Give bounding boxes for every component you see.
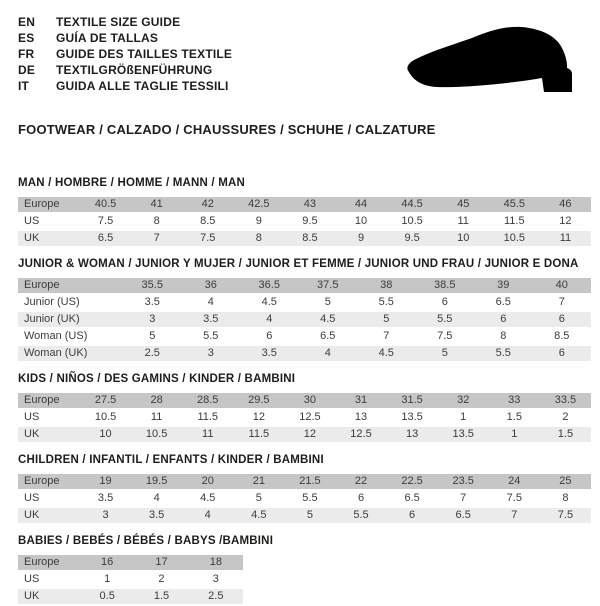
size-cell: 7 xyxy=(533,294,592,311)
size-cell: 4.5 xyxy=(299,311,358,328)
size-cell: 9.5 xyxy=(284,213,335,230)
size-cell: 11 xyxy=(540,230,591,247)
size-cell: 7 xyxy=(438,490,489,507)
row-label: US xyxy=(18,490,80,507)
size-cell: 9 xyxy=(233,213,284,230)
language-title: TEXTILGRÖßENFÜHRUNG xyxy=(56,63,213,77)
size-cell: 43 xyxy=(284,197,335,213)
size-cell: 5 xyxy=(357,311,416,328)
size-cell: 10 xyxy=(335,213,386,230)
size-cell: 1 xyxy=(489,426,540,443)
size-cell: 3 xyxy=(189,571,243,588)
size-cell: 2 xyxy=(134,571,188,588)
table-row xyxy=(18,197,591,213)
size-cell: 3.5 xyxy=(240,345,299,362)
size-cell: 10.5 xyxy=(80,409,131,426)
size-cell: 5.5 xyxy=(335,507,386,524)
size-cell: 40.5 xyxy=(80,197,131,213)
size-cell: 7.5 xyxy=(182,230,233,247)
size-cell: 10 xyxy=(80,426,131,443)
language-row xyxy=(18,62,232,78)
size-cell: 5.5 xyxy=(416,311,475,328)
size-cell: 3.5 xyxy=(182,311,241,328)
language-code: FR xyxy=(18,47,35,61)
size-cell: 6 xyxy=(533,345,592,362)
row-label: UK xyxy=(18,507,80,524)
size-cell: 17 xyxy=(134,555,188,571)
size-cell: 31.5 xyxy=(387,393,438,409)
size-cell: 6 xyxy=(335,490,386,507)
size-cell: 45 xyxy=(438,197,489,213)
row-label: Europe xyxy=(18,278,123,294)
size-cell: 31 xyxy=(335,393,386,409)
size-cell: 3 xyxy=(80,507,131,524)
size-cell: 12 xyxy=(233,409,284,426)
size-cell: 5.5 xyxy=(357,294,416,311)
size-cell: 12.5 xyxy=(335,426,386,443)
row-label: Europe xyxy=(18,555,80,571)
size-cell: 22.5 xyxy=(387,474,438,490)
language-code: EN xyxy=(18,15,36,29)
row-label: Junior (US) xyxy=(18,294,123,311)
language-code: DE xyxy=(18,63,36,77)
size-cell: 4.5 xyxy=(233,507,284,524)
section-babies xyxy=(18,535,591,606)
size-cell: 6 xyxy=(387,507,438,524)
size-cell: 7.5 xyxy=(489,490,540,507)
size-cell: 41 xyxy=(131,197,182,213)
section-title-man: MAN / HOMBRE / HOMME / MANN / MAN xyxy=(18,177,246,189)
table-row xyxy=(18,555,243,571)
size-cell: 5.5 xyxy=(182,328,241,345)
size-cell: 11 xyxy=(438,213,489,230)
row-label: Europe xyxy=(18,197,80,213)
size-cell: 4 xyxy=(182,507,233,524)
size-cell: 5 xyxy=(123,328,182,345)
table-row xyxy=(18,409,591,426)
shoe-icon xyxy=(404,24,579,104)
size-cell: 6.5 xyxy=(474,294,533,311)
size-cell: 30 xyxy=(284,393,335,409)
size-cell: 12 xyxy=(540,213,591,230)
size-cell: 4.5 xyxy=(240,294,299,311)
table-row xyxy=(18,474,591,490)
size-cell: 8.5 xyxy=(533,328,592,345)
table-row xyxy=(18,213,591,230)
row-label: Woman (US) xyxy=(18,328,123,345)
size-cell: 8.5 xyxy=(284,230,335,247)
size-cell: 6.5 xyxy=(299,328,358,345)
size-cell: 36 xyxy=(182,278,241,294)
size-cell: 4 xyxy=(299,345,358,362)
section-children xyxy=(18,454,591,525)
table-row xyxy=(18,426,591,443)
size-cell: 9.5 xyxy=(387,230,438,247)
section-title-junior-woman: JUNIOR & WOMAN / JUNIOR Y MUJER / JUNIOR ET FEMME / JUNIOR UND FRAU / JUNIOR E DONA xyxy=(18,258,579,270)
size-cell: 6 xyxy=(474,311,533,328)
row-label: US xyxy=(18,409,80,426)
row-label: UK xyxy=(18,426,80,443)
size-cell: 6 xyxy=(416,294,475,311)
size-cell: 35.5 xyxy=(123,278,182,294)
size-cell: 2.5 xyxy=(123,345,182,362)
table-row xyxy=(18,393,591,409)
language-row xyxy=(18,30,232,46)
size-cell: 5 xyxy=(284,507,335,524)
size-cell: 24 xyxy=(489,474,540,490)
size-cell: 46 xyxy=(540,197,591,213)
size-cell: 8 xyxy=(540,490,591,507)
size-cell: 12 xyxy=(284,426,335,443)
row-label: US xyxy=(18,213,80,230)
language-code: ES xyxy=(18,31,35,45)
size-cell: 5 xyxy=(233,490,284,507)
table-row xyxy=(18,490,591,507)
language-row xyxy=(18,46,232,62)
size-cell: 3.5 xyxy=(123,294,182,311)
size-cell: 3.5 xyxy=(131,507,182,524)
size-cell: 2.5 xyxy=(189,588,243,605)
size-cell: 7 xyxy=(357,328,416,345)
size-cell: 5 xyxy=(299,294,358,311)
size-cell: 32 xyxy=(438,393,489,409)
row-label: Junior (UK) xyxy=(18,311,123,328)
language-title: GUIDE DES TAILLES TEXTILE xyxy=(56,47,233,61)
size-cell: 44.5 xyxy=(387,197,438,213)
table-row xyxy=(18,294,591,311)
section-kids xyxy=(18,373,591,444)
size-cell: 10.5 xyxy=(131,426,182,443)
row-label: UK xyxy=(18,588,80,605)
size-cell: 28 xyxy=(131,393,182,409)
size-cell: 21.5 xyxy=(284,474,335,490)
row-label: Woman (UK) xyxy=(18,345,123,362)
size-cell: 33.5 xyxy=(540,393,591,409)
language-code: IT xyxy=(18,79,30,93)
size-cell: 8 xyxy=(131,213,182,230)
size-cell: 27.5 xyxy=(80,393,131,409)
row-label: UK xyxy=(18,230,80,247)
size-cell: 1 xyxy=(438,409,489,426)
language-title: GUÍA DE TALLAS xyxy=(56,31,159,45)
size-cell: 8 xyxy=(474,328,533,345)
size-cell: 7 xyxy=(489,507,540,524)
size-cell: 13 xyxy=(387,426,438,443)
size-cell: 6 xyxy=(240,328,299,345)
size-cell: 1.5 xyxy=(489,409,540,426)
size-cell: 19 xyxy=(80,474,131,490)
size-cell: 7.5 xyxy=(540,507,591,524)
size-cell: 12.5 xyxy=(284,409,335,426)
page-header xyxy=(18,14,591,104)
size-cell: 8 xyxy=(233,230,284,247)
section-title-babies: BABIES / BEBÉS / BÉBÉS / BABYS /BAMBINI xyxy=(18,535,274,547)
size-cell: 11.5 xyxy=(182,409,233,426)
size-cell: 21 xyxy=(233,474,284,490)
language-row xyxy=(18,14,232,30)
size-table-kids xyxy=(18,393,591,444)
language-list xyxy=(18,14,232,94)
size-cell: 2 xyxy=(540,409,591,426)
size-cell: 1.5 xyxy=(540,426,591,443)
size-cell: 3 xyxy=(182,345,241,362)
section-title-kids: KIDS / NIÑOS / DES GAMINS / KINDER / BAMBINI xyxy=(18,373,296,385)
size-cell: 7.5 xyxy=(80,213,131,230)
size-cell: 11 xyxy=(131,409,182,426)
size-cell: 6.5 xyxy=(387,490,438,507)
size-cell: 1.5 xyxy=(134,588,188,605)
row-label: Europe xyxy=(18,393,80,409)
size-cell: 9 xyxy=(335,230,386,247)
size-cell: 42 xyxy=(182,197,233,213)
size-cell: 36.5 xyxy=(240,278,299,294)
size-table-babies xyxy=(18,555,243,606)
size-cell: 4 xyxy=(131,490,182,507)
table-row xyxy=(18,507,591,524)
size-cell: 11.5 xyxy=(233,426,284,443)
size-cell: 5.5 xyxy=(284,490,335,507)
size-cell: 13 xyxy=(335,409,386,426)
section-man xyxy=(18,177,591,248)
size-cell: 45.5 xyxy=(489,197,540,213)
table-row xyxy=(18,571,243,588)
size-cell: 4.5 xyxy=(182,490,233,507)
table-row xyxy=(18,230,591,247)
size-cell: 11.5 xyxy=(489,213,540,230)
category-heading: FOOTWEAR / CALZADO / CHAUSSURES / SCHUHE / CALZATURE xyxy=(18,122,436,137)
table-row xyxy=(18,588,243,605)
size-cell: 40 xyxy=(533,278,592,294)
size-cell: 13.5 xyxy=(387,409,438,426)
row-label: Europe xyxy=(18,474,80,490)
size-cell: 23.5 xyxy=(438,474,489,490)
size-table-children xyxy=(18,474,591,525)
size-cell: 6 xyxy=(533,311,592,328)
size-cell: 19.5 xyxy=(131,474,182,490)
size-cell: 38 xyxy=(357,278,416,294)
size-cell: 3 xyxy=(123,311,182,328)
language-title: GUIDA ALLE TAGLIE TESSILI xyxy=(56,79,229,93)
size-cell: 42.5 xyxy=(233,197,284,213)
table-row xyxy=(18,278,591,294)
row-label: US xyxy=(18,571,80,588)
size-cell: 38.5 xyxy=(416,278,475,294)
size-cell: 10.5 xyxy=(387,213,438,230)
size-cell: 6.5 xyxy=(438,507,489,524)
section-junior-woman xyxy=(18,258,591,363)
size-cell: 10 xyxy=(438,230,489,247)
size-cell: 4.5 xyxy=(357,345,416,362)
table-row xyxy=(18,345,591,362)
size-cell: 10.5 xyxy=(489,230,540,247)
size-cell: 28.5 xyxy=(182,393,233,409)
size-table-junior-woman xyxy=(18,278,591,363)
size-cell: 0.5 xyxy=(80,588,134,605)
size-table-man xyxy=(18,197,591,248)
language-title: TEXTILE SIZE GUIDE xyxy=(56,15,181,29)
size-cell: 3.5 xyxy=(80,490,131,507)
size-cell: 37.5 xyxy=(299,278,358,294)
table-row xyxy=(18,311,591,328)
size-cell: 5 xyxy=(416,345,475,362)
size-cell: 44 xyxy=(335,197,386,213)
size-cell: 22 xyxy=(335,474,386,490)
size-cell: 29.5 xyxy=(233,393,284,409)
size-cell: 7 xyxy=(131,230,182,247)
table-row xyxy=(18,328,591,345)
size-cell: 33 xyxy=(489,393,540,409)
size-cell: 7.5 xyxy=(416,328,475,345)
language-row xyxy=(18,78,232,94)
size-cell: 11 xyxy=(182,426,233,443)
size-cell: 39 xyxy=(474,278,533,294)
size-cell: 4 xyxy=(182,294,241,311)
size-cell: 13.5 xyxy=(438,426,489,443)
size-cell: 5.5 xyxy=(474,345,533,362)
size-cell: 6.5 xyxy=(80,230,131,247)
size-cell: 4 xyxy=(240,311,299,328)
size-cell: 18 xyxy=(189,555,243,571)
section-title-children: CHILDREN / INFANTIL / ENFANTS / KINDER / BAMBINI xyxy=(18,454,324,466)
size-cell: 25 xyxy=(540,474,591,490)
size-cell: 8.5 xyxy=(182,213,233,230)
size-cell: 1 xyxy=(80,571,134,588)
size-cell: 16 xyxy=(80,555,134,571)
size-cell: 20 xyxy=(182,474,233,490)
